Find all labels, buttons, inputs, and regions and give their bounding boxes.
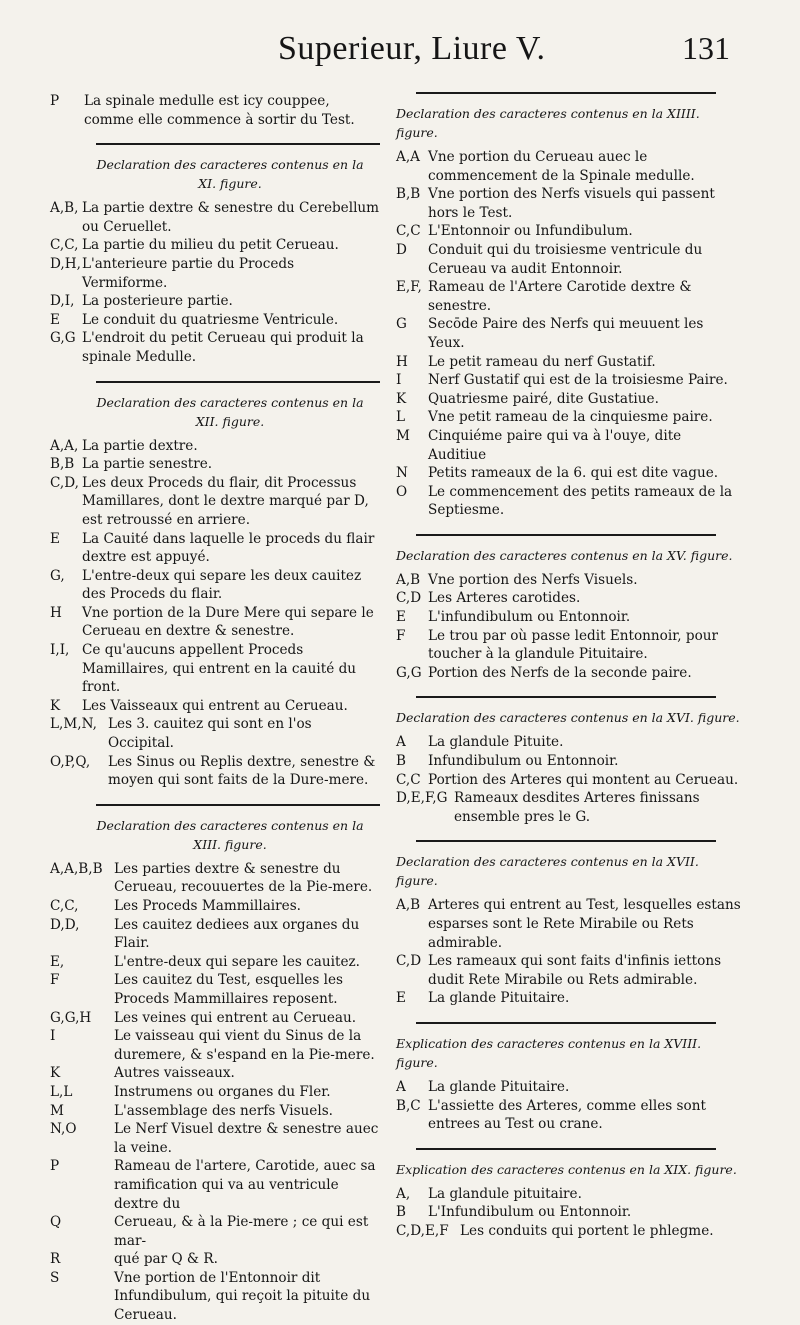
list-item — [396, 664, 741, 683]
entry-text: Cerueau, & à la Pie-mere ; ce qui est mar- — [114, 1214, 369, 1249]
entry-label: R — [50, 1251, 61, 1268]
entry-label: M — [50, 1102, 64, 1119]
entry-label: C,D — [396, 590, 422, 607]
list-item — [50, 753, 380, 790]
entry-text: Vne portion de la Dure Mere qui separe le Cerueau en dextre & senestre. — [82, 604, 374, 640]
entry-label: C,D,E,F — [396, 1222, 449, 1239]
entry-text: L'endroit du petit Cerueau qui produit la spinale Medulle. — [82, 330, 364, 365]
entry-label: Q — [50, 1214, 62, 1231]
entry-label: S — [50, 1269, 60, 1286]
list-item — [50, 897, 380, 916]
entry-text: La Cauité dans laquelle le proceds du flair dextre est appuyé. — [82, 530, 375, 566]
list-item — [396, 390, 741, 409]
entry-text: L'assemblage des nerfs Visuels. — [114, 1102, 333, 1119]
entry-label: D — [396, 241, 407, 258]
entry-text: La glande Pituitaire. — [428, 1078, 570, 1095]
entry-text: L'Infundibulum ou Entonnoir. — [428, 1204, 632, 1221]
list-item — [396, 896, 741, 952]
list-item — [50, 567, 380, 604]
entry-label: G — [396, 316, 407, 333]
page-header — [270, 30, 750, 80]
list-item — [50, 697, 380, 716]
entry-label: L,L — [50, 1083, 73, 1100]
entry-label: P — [50, 1158, 60, 1175]
entry-label: A,A — [396, 149, 420, 165]
section-heading: Declaration des caracteres contenus en la XIII. figure. — [96, 817, 364, 852]
section-heading: Declaration des caracteres contenus en la XVII. figure. — [396, 854, 699, 889]
entry-text: L'entre-deux qui separe les deux cauitez des Proceds du flair. — [82, 567, 362, 603]
list-item — [50, 437, 380, 456]
list-item — [396, 148, 741, 185]
entry-label: G,G — [50, 330, 76, 347]
entry-text: La posterieure partie. — [82, 293, 233, 310]
entry-label: N — [396, 465, 408, 482]
entry-label: C,C, — [50, 237, 79, 254]
list-item — [396, 427, 741, 464]
entry-text: Ce qu'aucuns appellent Proceds Mamillaires, qui entrent en la cauité du front. — [82, 642, 357, 696]
entry-label: A — [396, 734, 406, 751]
list-item — [50, 1157, 380, 1213]
entry-text: La glandule pituitaire. — [428, 1185, 582, 1202]
list-item — [396, 1097, 741, 1134]
entry-text: Les Proceds Mammillaires. — [114, 898, 301, 914]
entry-text: Les parties dextre & senestre du Cerueau, recouuertes de la Pie-mere. — [114, 860, 373, 896]
entry-label: C,D, — [50, 474, 79, 491]
entry-text: L'Entonnoir ou Infundibulum. — [428, 223, 633, 240]
entry-label: E,F, — [396, 279, 422, 296]
entry-label: K — [50, 1065, 61, 1082]
list-item — [50, 953, 380, 972]
entry-label: G, — [50, 567, 65, 584]
list-item — [396, 464, 741, 483]
entry-label: L,M,N, — [50, 716, 97, 733]
entry-label: A,B — [396, 897, 421, 914]
entry-text: Les veines qui entrent au Cerueau. — [114, 1009, 357, 1026]
list-item — [50, 641, 380, 697]
entry-label: H — [50, 604, 62, 621]
entry-label: A,B, — [50, 200, 79, 217]
list-item — [50, 455, 380, 474]
entry-label: E, — [50, 953, 65, 970]
list-item — [396, 278, 741, 315]
list-item — [50, 311, 380, 330]
list-item — [396, 989, 741, 1008]
entry-label: B,C — [396, 1097, 421, 1114]
list-item — [396, 752, 741, 771]
entry-label: C,C — [396, 223, 421, 240]
entry-text: L'assiette des Arteres, comme elles sont entrees au Test ou crane. — [428, 1097, 706, 1133]
section-heading: Explication des caracteres contenus en la XVIII. figure. — [396, 1035, 702, 1070]
list-item — [396, 608, 741, 627]
list-item — [396, 408, 741, 427]
list-item — [50, 1120, 380, 1157]
entry-text: La partie dextre. — [82, 437, 198, 454]
entry-label: A,A, — [50, 437, 79, 454]
entry-label: I,I, — [50, 642, 70, 659]
entry-text: Vne portion des Nerfs Visuels. — [428, 571, 638, 588]
list-item — [396, 1222, 741, 1241]
list-item — [50, 236, 380, 255]
list-item — [50, 1027, 380, 1064]
right-column — [396, 92, 741, 1241]
section-heading: Declaration des caracteres contenus en la XIIII. figure. — [396, 106, 700, 140]
entry-text: Le trou par où passe ledit Entonnoir, pour toucher à la glandule Pituitaire. — [428, 627, 719, 663]
entry-text: L'anterieure partie du Proceds Vermiforme. — [82, 255, 295, 291]
entry-label: D,H, — [50, 255, 81, 272]
entry-label: F — [50, 972, 60, 989]
entry-text: Les Sinus ou Replis dextre, senestre & moyen qui sont faits de la Dure-mere. — [108, 753, 376, 789]
list-item — [50, 1009, 380, 1028]
list-item — [396, 1185, 741, 1204]
entry-text: L'infundibulum ou Entonnoir. — [428, 609, 631, 626]
list-item — [396, 589, 741, 608]
entry-text: Les 3. cauitez qui sont en l'os Occipital. — [108, 716, 312, 752]
entry-text: Secōde Paire des Nerfs qui meuuent les Yeux. — [428, 316, 704, 351]
entry-label: A, — [396, 1185, 411, 1202]
entry-text: La glandule Pituite. — [428, 734, 564, 751]
entry-label: D,E,F,G — [396, 790, 448, 807]
list-item — [50, 1213, 380, 1250]
entry-label: B,B — [396, 186, 421, 203]
list-item — [50, 604, 380, 641]
entry-text: Rameaux desdites Arteres finissans ensemble pres le G. — [454, 790, 700, 825]
entry-label: P — [50, 93, 60, 109]
entry-text: Petits rameaux de la 6. qui est dite vague. — [428, 465, 719, 482]
entry-label: A,A,B,B — [50, 860, 103, 877]
list-item — [396, 353, 741, 372]
list-item — [50, 1250, 380, 1269]
entry-text: La glande Pituitaire. — [428, 990, 570, 1007]
left-column — [50, 92, 380, 1325]
entry-text: Les conduits qui portent le phlegme. — [460, 1222, 714, 1239]
entry-text: Portion des Arteres qui montent au Cerueau. — [428, 771, 739, 788]
entry-text: L'entre-deux qui separe les cauitez. — [114, 953, 360, 970]
list-item — [396, 1203, 741, 1222]
entry-label: G,G,H — [50, 1009, 92, 1026]
list-item — [50, 255, 380, 292]
entry-label: B,B — [50, 456, 75, 473]
list-item — [50, 92, 380, 129]
page-number: 131 — [682, 30, 730, 66]
list-item — [396, 952, 741, 989]
entry-text: Cinquiéme paire qui va à l'ouye, dite Auditiue — [428, 427, 682, 463]
entry-label: I — [50, 1028, 56, 1045]
entry-label: I — [396, 372, 402, 389]
list-item — [396, 627, 741, 664]
entry-label: K — [396, 390, 407, 407]
entry-label: E — [396, 990, 406, 1007]
entry-text: Vne portion de l'Entonnoir dit Infundibulum, qui reçoit la pituite du Cerueau. — [114, 1269, 371, 1324]
entry-text: Portion des Nerfs de la seconde paire. — [428, 664, 692, 681]
entry-text: Les Vaisseaux qui entrent au Cerueau. — [82, 697, 348, 714]
running-title: Superieur, Liure V. — [278, 30, 546, 67]
entry-text: La partie du milieu du petit Cerueau. — [82, 237, 339, 254]
entry-text: Les Arteres carotides. — [428, 590, 581, 607]
entry-text: Arteres qui entrent au Test, lesquelles estans esparses sont le Rete Mirabile ou Rets admirable. — [428, 897, 741, 951]
list-item — [50, 971, 380, 1008]
entry-label: M — [396, 427, 410, 444]
entry-text: Autres vaisseaux. — [114, 1065, 235, 1082]
entry-label: C,D — [396, 953, 422, 970]
entry-label: E — [50, 530, 60, 547]
list-item — [50, 916, 380, 953]
section-heading: Declaration des caracteres contenus en la XII. figure. — [96, 394, 364, 429]
entry-text: Le petit rameau du nerf Gustatif. — [428, 353, 656, 370]
entry-text: Instrumens ou organes du Fler. — [114, 1083, 331, 1100]
list-item — [396, 771, 741, 790]
list-item — [50, 329, 380, 366]
entry-text: Vne petit rameau de la cinquiesme paire. — [428, 409, 713, 426]
list-item — [396, 315, 741, 352]
entry-text: Le conduit du quatriesme Ventricule. — [82, 311, 339, 328]
entry-label: F — [396, 627, 406, 644]
list-item — [396, 371, 741, 390]
entry-text: Conduit qui du troisiesme ventricule du Cerueau va audit Entonnoir. — [428, 241, 703, 277]
entry-text: Quatriesme pairé, dite Gustatiue. — [428, 390, 659, 407]
entry-text: La partie senestre. — [82, 456, 213, 473]
entry-text: Rameau de l'Artere Carotide dextre & senestre. — [428, 279, 692, 314]
list-item — [50, 1102, 380, 1121]
entry-text: Les cauitez dediees aux organes du Flair. — [114, 916, 360, 952]
list-item — [396, 241, 741, 278]
entry-label: O,P,Q, — [50, 753, 91, 770]
entry-label: C,C, — [50, 898, 79, 914]
list-item — [50, 530, 380, 567]
list-item — [396, 185, 741, 222]
list-item — [396, 1078, 741, 1097]
entry-text: La partie dextre & senestre du Cerebellum ou Ceruellet. — [82, 200, 380, 235]
list-item — [396, 571, 741, 590]
entry-text: Les cauitez du Test, esquelles les Proceds Mammillaires reposent. — [114, 972, 344, 1007]
entry-label: O — [396, 483, 408, 500]
list-item — [50, 1064, 380, 1083]
list-item — [50, 1083, 380, 1102]
entry-label: B — [396, 1204, 406, 1221]
entry-label: G,G — [396, 664, 422, 681]
entry-label: E — [396, 609, 406, 626]
entry-label: C,C — [396, 771, 421, 788]
list-item — [50, 292, 380, 311]
list-item — [50, 860, 380, 897]
entry-label: D,I, — [50, 293, 75, 310]
entry-text: La spinale medulle est icy couppee, comme elle commence à sortir du Test. — [84, 93, 355, 128]
entry-text: Rameau de l'artere, Carotide, auec sa ramification qui va au ventricule dextre du — [114, 1158, 376, 1212]
entry-text: Infundibulum ou Entonnoir. — [428, 753, 619, 770]
list-item — [396, 483, 741, 520]
entry-text: qué par Q & R. — [114, 1251, 218, 1268]
entry-label: H — [396, 353, 408, 370]
entry-label: D,D, — [50, 916, 80, 933]
section-heading: Declaration des caracteres contenus en la XI. figure. — [96, 157, 364, 192]
entry-text: Vne portion du Cerueau auec le commencement de la Spinale medulle. — [428, 149, 695, 184]
list-item — [50, 715, 380, 752]
entry-label: E — [50, 311, 60, 328]
list-item — [396, 733, 741, 752]
list-item — [396, 222, 741, 241]
list-item — [50, 474, 380, 530]
section-heading: Declaration des caracteres contenus en la XVI. figure. — [396, 710, 740, 726]
list-item — [396, 789, 741, 826]
entry-label: L — [396, 409, 406, 426]
entry-text: Vne portion des Nerfs visuels qui passent hors le Test. — [428, 186, 715, 221]
section-heading: Declaration des caracteres contenus en la XV. figure. — [396, 547, 733, 563]
entry-label: K — [50, 697, 61, 714]
entry-text: Nerf Gustatif qui est de la troisiesme Paire. — [428, 372, 728, 389]
entry-label: A,B — [396, 571, 421, 588]
entry-label: B — [396, 753, 406, 770]
entry-text: Les deux Proceds du flair, dit Processus Mamillares, dont le dextre marqué par D, est retroussé en arriere. — [82, 474, 369, 528]
entry-text: Le commencement des petits rameaux de la Septiesme. — [428, 483, 733, 519]
entry-text: Le Nerf Visuel dextre & senestre auec la veine. — [114, 1121, 379, 1156]
section-heading: Explication des caracteres contenus en la XIX. figure. — [396, 1161, 737, 1177]
entry-text: Les rameaux qui sont faits d'infinis iettons dudit Rete Mirabile ou Rets admirable. — [428, 953, 722, 988]
list-item — [50, 1269, 380, 1325]
list-item — [50, 199, 380, 236]
entry-label: N,O — [50, 1121, 77, 1138]
entry-text: Le vaisseau qui vient du Sinus de la duremere, & s'espand en la Pie-mere. — [114, 1028, 375, 1063]
entry-label: A — [396, 1078, 406, 1095]
